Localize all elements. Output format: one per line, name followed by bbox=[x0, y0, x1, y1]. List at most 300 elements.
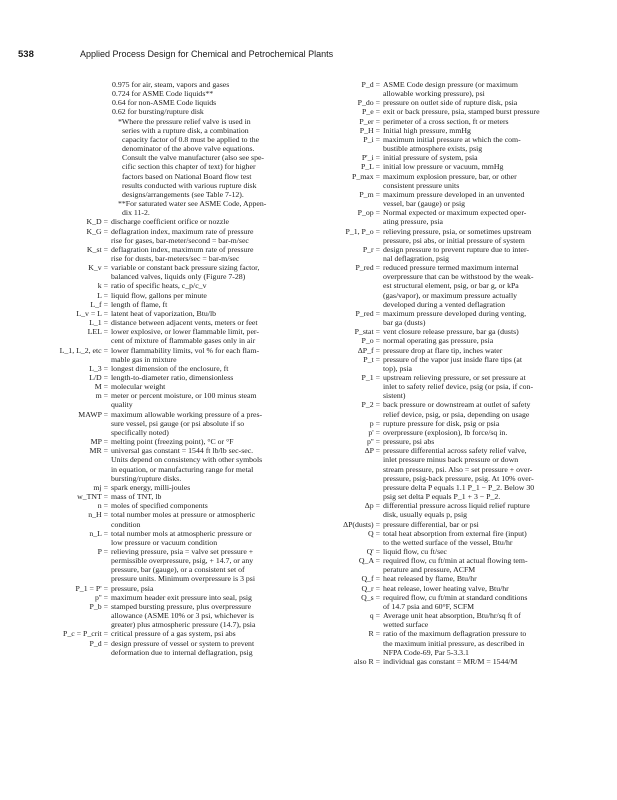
symbol: L = bbox=[97, 290, 108, 300]
definition-line: cent of mixture of flammable gases only in air bbox=[111, 336, 256, 346]
definition-line: perature and pressure, ACFM bbox=[383, 565, 476, 575]
symbol-entry bbox=[30, 245, 316, 263]
symbol-entry bbox=[30, 327, 316, 345]
definition-line: differential pressure across liquid relief rupture bbox=[383, 501, 530, 511]
right-column bbox=[318, 80, 610, 666]
page-number: 538 bbox=[18, 49, 34, 60]
symbol-entry bbox=[30, 483, 316, 492]
symbol-entry bbox=[318, 520, 610, 529]
definition-line: initial pressure of system, psia bbox=[383, 153, 478, 163]
definition bbox=[108, 217, 316, 226]
definition-line: top), psia bbox=[383, 363, 413, 373]
definition bbox=[380, 611, 610, 629]
definition-line: design pressure of vessel or system to prevent bbox=[111, 638, 255, 648]
definition-line: mass of TNT, lb bbox=[111, 492, 162, 502]
definition bbox=[380, 227, 610, 245]
definition-line: spark energy, milli-joules bbox=[111, 482, 191, 492]
symbol-entry bbox=[30, 263, 316, 281]
symbol-entry bbox=[318, 117, 610, 126]
symbol-entry bbox=[318, 208, 610, 226]
definition-line: inlet to safety relief device, psig (or psia, if con- bbox=[383, 382, 534, 392]
definition-line: bursting/rupture disks. bbox=[111, 473, 182, 483]
symbol-entry bbox=[30, 501, 316, 510]
symbol-entry bbox=[318, 153, 610, 162]
symbol: P_H = bbox=[359, 125, 380, 135]
symbol: L_v = L = bbox=[76, 308, 108, 318]
definition-line: longest dimension of the enclosure, ft bbox=[111, 363, 229, 373]
definition bbox=[380, 428, 610, 437]
factor-line: factors based on National Board flow test bbox=[122, 171, 252, 181]
symbol: p' = bbox=[368, 427, 380, 437]
definition-line: length-to-diameter ratio, dimensionless bbox=[111, 373, 234, 382]
factor-line: capacity factor of 0.8 must be applied to the bbox=[122, 134, 260, 144]
definition bbox=[380, 336, 610, 345]
symbol: P_e = bbox=[361, 107, 380, 117]
definition bbox=[380, 556, 610, 574]
symbol-entry bbox=[318, 309, 610, 327]
definition-line: Normal expected or maximum expected oper- bbox=[383, 208, 527, 218]
symbol-entry bbox=[30, 629, 316, 638]
symbol-entry bbox=[318, 529, 610, 547]
symbol: n_H = bbox=[88, 510, 108, 520]
book-title: Applied Process Design for Chemical and Petrochemical Plants bbox=[80, 49, 334, 59]
symbol: L/D = bbox=[89, 373, 108, 382]
definition-line: vessel, bar (gauge) or psig bbox=[383, 199, 466, 209]
definition-line: ating pressure, psia bbox=[383, 217, 443, 227]
definition-line: critical pressure of a gas system, psi abs bbox=[111, 629, 236, 639]
definition-line: pressure delta P equals 1.1 P_1 − P_2. Below 30 bbox=[383, 482, 535, 492]
symbol: P_red = bbox=[355, 308, 380, 318]
symbol: K_st = bbox=[86, 244, 108, 254]
definition-line: required flow, cu ft/min at actual flowing tem- bbox=[383, 556, 528, 566]
symbol: m = bbox=[95, 391, 108, 401]
symbol: n_L = bbox=[89, 528, 108, 538]
factor-line: cific section this chapter of text) for higher bbox=[122, 162, 256, 172]
definition-line: psig set delta P equals P_1 + 3 − P_2. bbox=[383, 492, 501, 502]
definition bbox=[380, 172, 610, 190]
symbol: k = bbox=[97, 281, 108, 291]
definition bbox=[108, 245, 316, 263]
definition bbox=[108, 437, 316, 446]
symbol: p = bbox=[369, 418, 380, 428]
symbol: K_G = bbox=[86, 226, 108, 236]
definition bbox=[380, 584, 610, 593]
left-column bbox=[30, 80, 316, 657]
symbol-entry bbox=[30, 639, 316, 657]
symbol-entry bbox=[30, 382, 316, 391]
definition-line: rupture pressure for disk, psig or psia bbox=[383, 418, 500, 428]
symbol-entry bbox=[30, 346, 316, 364]
symbol: L_1, L_2, etc = bbox=[59, 345, 108, 355]
definition bbox=[380, 446, 610, 501]
definition bbox=[108, 529, 316, 547]
symbol-entry bbox=[318, 227, 610, 245]
definition-line: pressure drop at flare tip, inches water bbox=[383, 345, 503, 355]
symbol-entry bbox=[30, 373, 316, 382]
definition-line: universal gas constant = 1544 ft lb/lb sec-sec. bbox=[111, 446, 254, 456]
definition bbox=[380, 126, 610, 135]
definition bbox=[108, 382, 316, 391]
symbol-entry bbox=[318, 611, 610, 629]
definition bbox=[380, 208, 610, 226]
symbol: mj = bbox=[93, 482, 108, 492]
definition bbox=[380, 190, 610, 208]
symbol: P_1 = bbox=[361, 373, 380, 382]
symbol: MR = bbox=[89, 446, 108, 456]
definition-line: pressure units. Minimum overpressure is 3 psi bbox=[111, 574, 256, 584]
symbol-entry bbox=[318, 190, 610, 208]
definition bbox=[380, 135, 610, 153]
symbol: ΔP(dusts) = bbox=[343, 519, 380, 529]
definition bbox=[380, 117, 610, 126]
definition-line: overpressure that can be withstood by the weak- bbox=[383, 272, 534, 282]
definition-line: reduced pressure termed maximum internal bbox=[383, 263, 519, 273]
factor-line: dix 11-2. bbox=[122, 208, 150, 218]
definition bbox=[380, 162, 610, 171]
definition-line: of 14.7 psia and 60°F, SCFM bbox=[383, 601, 475, 611]
symbol-entry bbox=[318, 355, 610, 373]
definition-line: condition bbox=[111, 519, 141, 529]
definition-line: ASME Code design pressure (or maximum bbox=[383, 80, 518, 89]
definition-line: pressure, psi abs bbox=[383, 437, 435, 447]
factor-line: denominator of the above valve equations. bbox=[122, 144, 255, 154]
definition bbox=[380, 547, 610, 556]
definition bbox=[380, 346, 610, 355]
symbol-entry bbox=[318, 346, 610, 355]
definition bbox=[380, 245, 610, 263]
definition-line: perimeter of a cross section, ft or meters bbox=[383, 116, 509, 126]
definition-line: exit or back pressure, psia, stamped burst pressure bbox=[383, 107, 540, 117]
definition-line: mable gas in mixture bbox=[111, 354, 177, 364]
symbol-entry bbox=[318, 446, 610, 501]
symbol: R = bbox=[368, 629, 380, 639]
definition bbox=[380, 437, 610, 446]
symbol: P_L = bbox=[360, 162, 380, 172]
definition-line: deflagration index, maximum rate of pressure bbox=[111, 244, 254, 254]
symbol: P_i = bbox=[363, 134, 380, 144]
definition bbox=[380, 529, 610, 547]
definition-line: wetted surface bbox=[383, 620, 429, 630]
definition-line: pressure of the vapor just inside flare tips (at bbox=[383, 354, 523, 364]
symbol-entry bbox=[318, 547, 610, 556]
definition-line: stream pressure, psi. Also = set pressure + over- bbox=[383, 464, 533, 474]
definition bbox=[108, 501, 316, 510]
definition-line: disk, usually equals p, psig bbox=[383, 510, 468, 520]
symbol-entry bbox=[30, 291, 316, 300]
definition-line: the maximum initial pressure, as described in bbox=[383, 638, 525, 648]
definition-line: pressure, psig-back pressure, psig. At 10% over- bbox=[383, 473, 534, 483]
definition bbox=[380, 520, 610, 529]
symbol-entry bbox=[318, 172, 610, 190]
symbol: P_b = bbox=[89, 601, 108, 611]
symbol-entry bbox=[30, 410, 316, 437]
factor-line: *Where the pressure relief valve is used in bbox=[118, 116, 251, 126]
definition-line: bustible atmosphere exists, psig bbox=[383, 144, 483, 154]
symbol: ΔP_f = bbox=[357, 345, 380, 355]
symbol: P = bbox=[97, 546, 108, 556]
factor-line: Consult the valve manufacturer (also see spe- bbox=[122, 153, 265, 163]
symbol: P_d = bbox=[89, 638, 108, 648]
definition-line: maximum pressure developed in an unvented bbox=[383, 189, 525, 199]
definition-line: heat release, lower heating valve, Btu/hr bbox=[383, 583, 509, 593]
factor-line: 0.64 for non-ASME Code liquids bbox=[112, 98, 217, 108]
symbol: P'_i = bbox=[361, 153, 380, 163]
definition-line: back pressure or downstream at outlet of safety bbox=[383, 400, 531, 410]
definition-line: lower explosive, or lower flammable limit, per- bbox=[111, 327, 259, 337]
symbol-entry bbox=[30, 446, 316, 483]
definition-line: allowance (ASME 10% or 3 psi, whichever is bbox=[111, 611, 254, 621]
definition bbox=[380, 309, 610, 327]
symbol: n = bbox=[97, 501, 108, 511]
symbol: M = bbox=[94, 382, 108, 392]
symbol: P_o = bbox=[361, 336, 380, 346]
definition-line: initial low pressure or vacuum, mmHg bbox=[383, 162, 504, 172]
symbol-entry bbox=[318, 98, 610, 107]
definition bbox=[108, 327, 316, 345]
symbol-entry bbox=[318, 245, 610, 263]
symbol: P_t = bbox=[363, 354, 380, 364]
definition-line: maximum pressure developed during venting, bbox=[383, 308, 527, 318]
definition bbox=[108, 281, 316, 290]
definition-line: liquid flow, cu ft/sec bbox=[383, 546, 448, 556]
symbol-entry bbox=[30, 391, 316, 409]
symbol: P_1 = P' = bbox=[75, 583, 108, 593]
definition-line: greater) plus atmospheric pressure (14.7), psia bbox=[111, 620, 256, 630]
symbol-entry bbox=[30, 547, 316, 584]
definition bbox=[380, 657, 610, 666]
factor-line: results conducted with various rupture disk bbox=[122, 180, 257, 190]
symbol-entry bbox=[318, 135, 610, 153]
definition-line: to the wetted surface of the vessel, Btu/hr bbox=[383, 537, 513, 547]
symbol: P_m = bbox=[359, 189, 380, 199]
definition bbox=[108, 483, 316, 492]
definition bbox=[108, 547, 316, 584]
definition bbox=[380, 355, 610, 373]
definition-line: deformation due to internal deflagration, psig bbox=[111, 647, 253, 657]
symbol: Q' = bbox=[366, 546, 380, 556]
symbol: L_f = bbox=[90, 299, 108, 309]
symbol-entry bbox=[30, 217, 316, 226]
symbol-entry bbox=[318, 657, 610, 666]
definition bbox=[380, 107, 610, 116]
factor-line: designs/arrangements (see Table 7-12). bbox=[122, 189, 244, 199]
symbol: MP = bbox=[90, 437, 108, 447]
definition bbox=[108, 318, 316, 327]
definition bbox=[108, 227, 316, 245]
definition-line: total number moles at pressure or atmospheric bbox=[111, 510, 256, 520]
definition-line: melting point (freezing point), °C or °F bbox=[111, 437, 234, 447]
definition-line: maximum header exit pressure into seal, psig bbox=[111, 592, 252, 602]
definition-line: total number mols at atmospheric pressure or bbox=[111, 528, 252, 538]
definition bbox=[108, 346, 316, 364]
symbol: also R = bbox=[353, 656, 380, 666]
symbol-entry bbox=[318, 593, 610, 611]
left-symbol-list bbox=[30, 217, 316, 657]
symbol: L_3 = bbox=[89, 363, 108, 373]
definition bbox=[380, 593, 610, 611]
definition-line: Initial high pressure, mmHg bbox=[383, 125, 471, 135]
factor-line: 0.975 for air, steam, vapors and gases bbox=[112, 80, 230, 89]
definition bbox=[108, 391, 316, 409]
definition bbox=[108, 593, 316, 602]
symbol-entry bbox=[30, 437, 316, 446]
definition-line: ratio of the maximum deflagration pressure to bbox=[383, 629, 527, 639]
definition bbox=[380, 574, 610, 583]
definition bbox=[108, 364, 316, 373]
definition-line: discharge coefficient orifice or nozzle bbox=[111, 217, 229, 227]
definition-line: length of flame, ft bbox=[111, 299, 168, 309]
symbol: P_max = bbox=[351, 171, 380, 181]
symbol-entry bbox=[30, 300, 316, 309]
definition bbox=[108, 300, 316, 309]
symbol: P_do = bbox=[357, 98, 380, 108]
definition bbox=[380, 327, 610, 336]
symbol: Q_A = bbox=[358, 556, 380, 566]
definition-line: ratio of specific heats, c_p/c_v bbox=[111, 281, 207, 291]
symbol-entry bbox=[318, 126, 610, 135]
definition-line: moles of specified components bbox=[111, 501, 208, 511]
definition-line: pressure, psi abs, or initial pressure of system bbox=[383, 235, 525, 245]
definition bbox=[108, 309, 316, 318]
factor-list bbox=[30, 80, 316, 217]
symbol: K_D = bbox=[86, 217, 108, 227]
definition bbox=[380, 153, 610, 162]
symbol-entry bbox=[318, 400, 610, 418]
definition-line: pressure, psia bbox=[111, 583, 154, 593]
symbol-entry bbox=[318, 80, 610, 98]
definition bbox=[108, 446, 316, 483]
definition-line: maximum explosion pressure, bar, or other bbox=[383, 171, 517, 181]
symbol-entry bbox=[30, 364, 316, 373]
definition-line: (gas/vapor), or maximum pressure actually bbox=[383, 290, 518, 300]
definition-line: developed during a vented deflagration bbox=[383, 299, 506, 309]
definition-line: heat released by flame, Btu/hr bbox=[383, 574, 477, 584]
definition-line: balanced valves, liquids only (Figure 7-28) bbox=[111, 272, 246, 282]
definition bbox=[108, 410, 316, 437]
symbol: w_TNT = bbox=[77, 492, 108, 502]
symbol-entry bbox=[30, 529, 316, 547]
definition bbox=[380, 98, 610, 107]
definition-line: rise for dusts, bar-meters/sec = bar-m/sec bbox=[111, 253, 240, 263]
factor-line: 0.724 for ASME Code liquids** bbox=[112, 89, 214, 99]
definition-line: pressure on outlet side of rupture disk, psia bbox=[383, 98, 518, 108]
definition-line: liquid flow, gallons per minute bbox=[111, 290, 207, 300]
symbol-entry bbox=[318, 574, 610, 583]
definition-line: Average unit heat absorption, Btu/hr/sq ft of bbox=[383, 611, 521, 621]
definition bbox=[380, 501, 610, 519]
symbol-entry bbox=[30, 584, 316, 593]
definition-line: Units depend on consistency with other symbols bbox=[111, 455, 263, 465]
definition-line: required flow, cu ft/min at standard conditions bbox=[383, 592, 528, 602]
page-header bbox=[18, 49, 599, 63]
definition-line: pressure differential, bar or psi bbox=[383, 519, 479, 529]
definition-line: specifically noted) bbox=[111, 427, 169, 437]
symbol-entry bbox=[318, 327, 610, 336]
symbol-entry bbox=[30, 593, 316, 602]
definition-line: bar ga (dusts) bbox=[383, 318, 426, 328]
definition-line: overpressure (explosion), lb force/sq in. bbox=[383, 427, 508, 437]
symbol-entry bbox=[318, 162, 610, 171]
symbol-entry bbox=[318, 419, 610, 428]
definition bbox=[108, 602, 316, 629]
symbol: LEL = bbox=[87, 327, 108, 337]
symbol: P_red = bbox=[355, 263, 380, 273]
definition-line: pressure differential across safety relief valve, bbox=[383, 446, 527, 456]
symbol: MAWP = bbox=[78, 409, 108, 419]
definition-line: nal deflagration, psig bbox=[383, 253, 450, 263]
definition-line: sistent) bbox=[383, 391, 406, 401]
symbol-entry bbox=[30, 602, 316, 629]
symbol: P_r = bbox=[362, 244, 380, 254]
symbol-entry bbox=[318, 428, 610, 437]
definition-line: sure vessel, psi gauge (or psi absolute if so bbox=[111, 418, 245, 428]
symbol-entry bbox=[318, 263, 610, 309]
definition-line: molecular weight bbox=[111, 382, 166, 392]
definition-line: upstream relieving pressure, or set pressure at bbox=[383, 373, 526, 382]
definition-line: relief device, psig, or psia, depending on usage bbox=[383, 409, 530, 419]
definition-line: low pressure or vacuum condition bbox=[111, 537, 218, 547]
factor-line: **For saturated water see ASME Code, Appen- bbox=[118, 199, 267, 209]
symbol-entry bbox=[318, 556, 610, 574]
symbol: P_stat = bbox=[354, 327, 380, 337]
definition bbox=[380, 373, 610, 400]
definition-line: NFPA Code-69, Par 5-3.3.1 bbox=[383, 647, 469, 657]
symbol: L_1 = bbox=[89, 318, 108, 328]
symbol: P_2 = bbox=[361, 400, 380, 410]
factor-line: series with a rupture disk, a combination bbox=[122, 125, 249, 135]
symbol-entry bbox=[318, 336, 610, 345]
symbol: q = bbox=[369, 611, 380, 621]
symbol-entry bbox=[318, 437, 610, 446]
symbol: P_er = bbox=[359, 116, 380, 126]
symbol-entry bbox=[30, 281, 316, 290]
definition-line: consistent pressure units bbox=[383, 180, 460, 190]
definition-line: relieving pressure, psia = valve set pressure + bbox=[111, 546, 254, 556]
definition bbox=[380, 400, 610, 418]
symbol: p'' = bbox=[94, 592, 108, 602]
definition-line: relieving pressure, psia, or sometimes upstream bbox=[383, 226, 532, 236]
definition-line: lower flammability limits, vol % for each flam- bbox=[111, 345, 260, 355]
definition bbox=[108, 291, 316, 300]
symbol: P_1, P_o = bbox=[345, 226, 380, 236]
definition bbox=[108, 263, 316, 281]
definition-line: deflagration index, maximum rate of pressure bbox=[111, 226, 254, 236]
symbol-entry bbox=[318, 629, 610, 656]
definition-line: maximum initial pressure at which the com- bbox=[383, 134, 521, 144]
factor-line: 0.62 for bursting/rupture disk bbox=[112, 107, 204, 117]
symbol: Q = bbox=[368, 528, 380, 538]
definition bbox=[380, 80, 610, 98]
definition-line: permissible overpressure, psig, + 14.7, or any bbox=[111, 556, 254, 566]
definition-line: est structural element, psig, or bar g, or kPa bbox=[383, 281, 519, 291]
symbol: K_v = bbox=[88, 263, 108, 273]
symbol-entry bbox=[30, 309, 316, 318]
definition-line: stamped bursting pressure, plus overpressure bbox=[111, 601, 252, 611]
symbol-entry bbox=[318, 501, 610, 519]
definition bbox=[108, 492, 316, 501]
definition-line: total heat absorption from external fire (input) bbox=[383, 528, 527, 538]
definition-line: normal operating gas pressure, psia bbox=[383, 336, 494, 346]
definition-line: inlet pressure minus back pressure or down bbox=[383, 455, 519, 465]
definition-line: rise for gases, bar-meter/second = bar-m/sec bbox=[111, 235, 249, 245]
definition-line: meter or percent moisture, or 100 minus steam bbox=[111, 391, 257, 401]
definition-line: design pressure to prevent rupture due to inter- bbox=[383, 244, 529, 254]
right-symbol-list bbox=[318, 80, 610, 666]
symbol: P_c = P_crit = bbox=[63, 629, 108, 639]
symbol: Q_s = bbox=[361, 592, 380, 602]
definition-line: in equation, or manufacturing range for metal bbox=[111, 464, 254, 474]
symbol: ΔP = bbox=[364, 446, 380, 456]
